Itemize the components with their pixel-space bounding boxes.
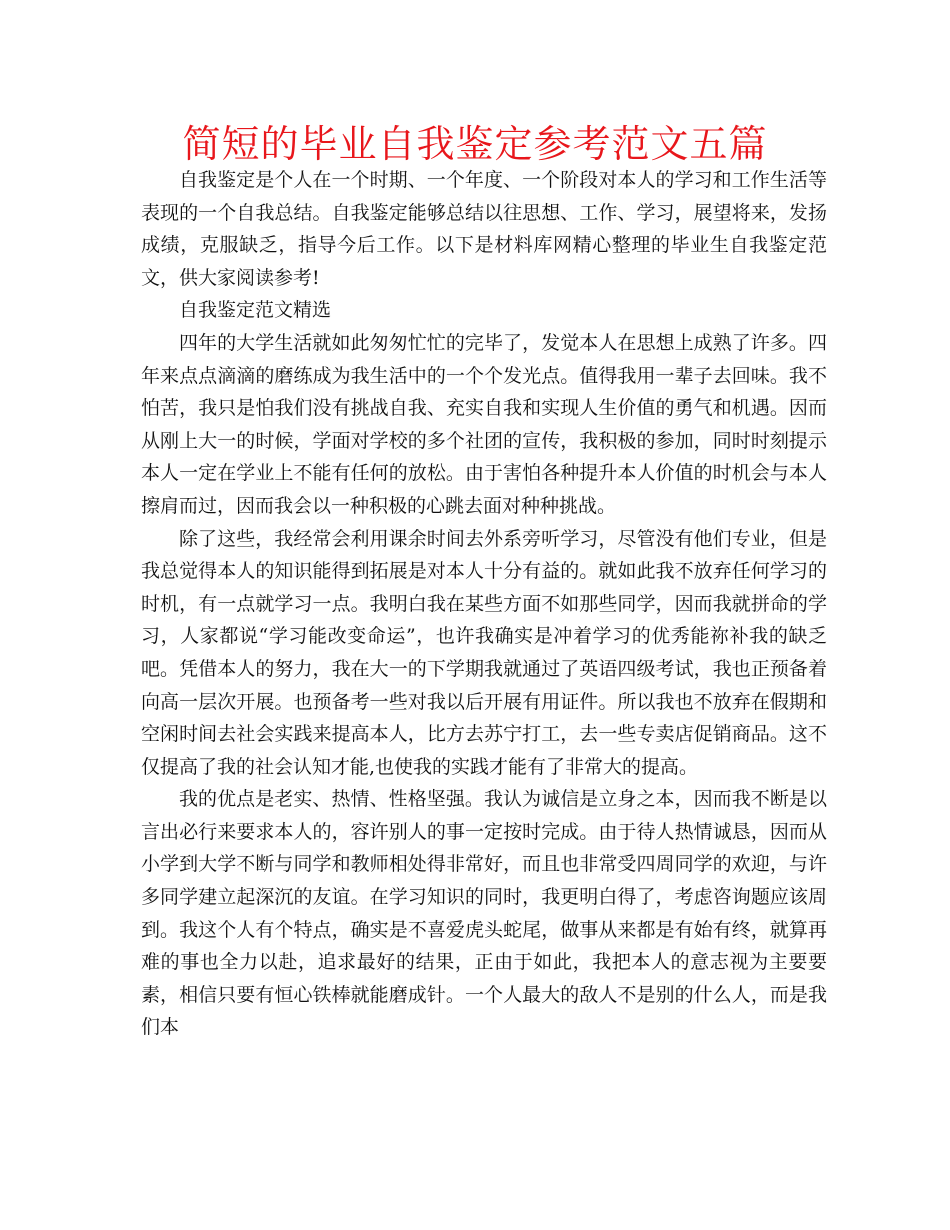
body-paragraph: 除了这些，我经常会利用课余时间去外系旁听学习，尽管没有他们专业，但是我总觉得本人的知识能得到拓展是对本人十分有益的。就如此我不放弃任何学习的时机，有一点就学习一点。我明白我在某些方面不如那些同学，因而我就拼命的学习，人家都说“学习能改变命运”，也许我确实是冲着学习的优秀能祢补我的缺乏吧。凭借本人的努力，我在大一的下学期我就通过了英语四级考试，我也正预备着向高一层次开展。也预备考一些对我以后开展有用证件。所以我也不放弃在假期和空闲时间去社会实践来提高本人，比方去苏宁打工，去一些专卖店促销商品。这不仅提高了我的社会认知才能,也使我的实践才能有了非常大的提高。 — [141, 527, 827, 778]
document-body — [141, 164, 827, 1044]
document-title: 简短的毕业自我鉴定参考范文五篇 — [182, 122, 768, 166]
section-heading: 自我鉴定范文精选 — [179, 299, 332, 322]
body-paragraph: 四年的大学生活就如此匆匆忙忙的完毕了，发觉本人在思想上成熟了许多。四年来点点滴滴的磨练成为我生活中的一个个发光点。值得我用一辈子去回味。我不怕苦，我只是怕我们没有挑战自我、充实自我和实现人生价值的勇气和机遇。因而从刚上大一的时候，学面对学校的多个社团的宣传，我积极的参加，同时时刻提示本人一定在学业上不能有任何的放松。由于害怕各种提升本人价值的时机会与本人擦肩而过，因而我会以一种积极的心跳去面对种种挑战。 — [141, 331, 827, 517]
body-paragraph: 我的优点是老实、热情、性格坚强。我认为诚信是立身之本，因而我不断是以言出必行来要求本人的，容许别人的事一定按时完成。由于待人热情诚恳，因而从小学到大学不断与同学和教师相处得非常好，而且也非常受四周同学的欢迎，与许多同学建立起深沉的友谊。在学习知识的同时，我更明白得了，考虑咨询题应该周到。我这个人有个特点，确实是不喜爱虎头蛇尾，做事从来都是有始有终，就算再难的事也全力以赴，追求最好的结果，正由于如此，我把本人的意志视为主要要素，相信只要有恒心铁棒就能磨成针。一个人最大的敌人不是别的什么人，而是我们本 — [141, 788, 827, 1039]
intro-paragraph: 自我鉴定是个人在一个时期、一个年度、一个阶段对本人的学习和工作生活等表现的一个自我总结。自我鉴定能够总结以往思想、工作、学习，展望将来，发扬成绩，克服缺乏，指导今后工作。以下是材料库网精心整理的毕业生自我鉴定范文，供大家阅读参考! — [141, 169, 827, 289]
